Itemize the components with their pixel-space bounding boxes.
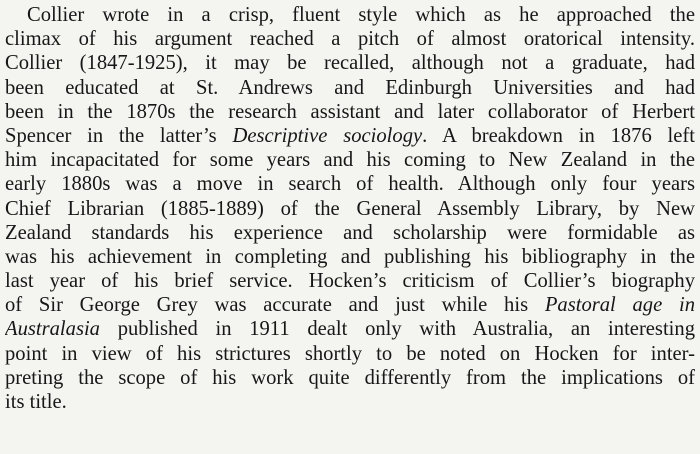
paragraph-line-4: been educated at St. Andrews and Edinburgh Universities and had <box>5 76 695 99</box>
paragraph-line-6 <box>5 124 695 148</box>
paragraph-line-17: its title. <box>5 391 67 413</box>
paragraph-line-7: him incapacitated for some years and his coming to New Zealand in the <box>5 149 695 172</box>
paragraph-line-14 <box>5 317 695 341</box>
paragraph-line-5: been in the 1870s the research assistant and later collaborator of Herbert <box>5 100 695 123</box>
line-14-text-after: published in 1911 dealt only with Australia, an interesting <box>99 318 695 341</box>
paragraph-line-13 <box>5 293 695 317</box>
paragraph-line-15: point in view of his strictures shortly to be noted on Hocken for inter- <box>5 342 695 365</box>
body-paragraph <box>5 3 695 414</box>
paragraph-line-8: early 1880s was a move in search of health. Although only four years <box>5 173 695 196</box>
book-title-pastoral-age-part-2: Australasia <box>5 318 100 341</box>
book-title-descriptive-sociology: Descriptive sociology <box>232 124 423 147</box>
book-title-pastoral-age-part-1: Pastoral age in <box>544 294 695 317</box>
line-13-text-before: of Sir George Grey was accurate and just while his <box>5 294 545 317</box>
paragraph-line-2: climax of his argument reached a pitch of almost oratorical intensity. <box>5 28 695 51</box>
paragraph-line-1: Collier wrote in a crisp, fluent style which as he approached the <box>27 4 695 26</box>
paragraph-line-10: Zealand standards his experience and scholarship were formidable as <box>5 221 695 244</box>
line-6-text-after: . A breakdown in 1876 left <box>422 124 695 147</box>
paragraph-line-9: Chief Librarian (1885-1889) of the General Assembly Library, by New <box>5 197 695 220</box>
line-6-text-before: Spencer in the latter’s <box>5 124 233 147</box>
paragraph-line-11: was his achievement in completing and publishing his bibliography in the <box>5 245 695 268</box>
paragraph-line-12: last year of his brief service. Hocken’s criticism of Collier’s biography <box>5 270 695 293</box>
paragraph-line-16: preting the scope of his work quite differently from the implications of <box>5 366 695 389</box>
paragraph-line-3: Collier (1847-1925), it may be recalled, although not a graduate, had <box>5 52 695 75</box>
